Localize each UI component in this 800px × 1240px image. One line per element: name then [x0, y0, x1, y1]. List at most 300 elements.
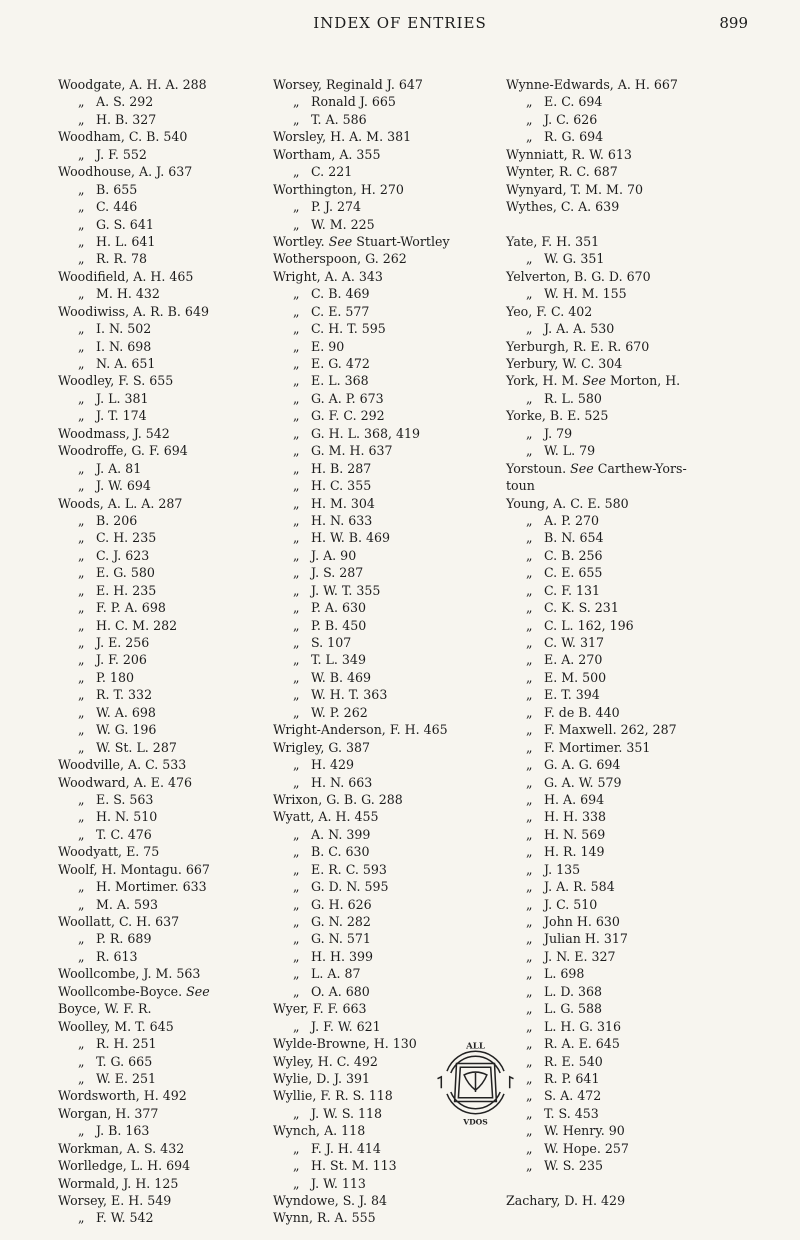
- index-entry: [273, 128, 508, 145]
- index-subentry: [273, 930, 508, 947]
- index-subentry: [273, 285, 508, 302]
- entry-text: H. C. M. 282: [96, 617, 178, 633]
- index-subentry: [506, 1018, 751, 1035]
- entry-text: C. W. 317: [544, 635, 604, 650]
- ditto-mark: „: [526, 617, 533, 633]
- index-subentry: [273, 1157, 508, 1174]
- index-subentry: [58, 1070, 258, 1087]
- ditto-mark: „: [293, 826, 300, 842]
- index-entry: [506, 303, 751, 320]
- index-entry: [273, 250, 508, 267]
- ditto-mark: „: [293, 286, 300, 302]
- index-subentry: [58, 529, 258, 546]
- index-subentry: [58, 338, 258, 355]
- entry-text: E. S. 563: [96, 791, 154, 807]
- entry-text: J. A. 81: [96, 460, 142, 476]
- index-entry: [506, 76, 751, 93]
- entry-text: C. H. T. 595: [311, 321, 386, 337]
- ditto-mark: „: [526, 704, 533, 720]
- entry-text: H. B. 327: [96, 111, 157, 127]
- ditto-mark: „: [526, 1053, 533, 1069]
- index-subentry: [58, 582, 258, 599]
- ditto-mark: „: [526, 1158, 533, 1174]
- entry-text: R. 613: [96, 948, 138, 964]
- entry-text: E. 90: [311, 338, 345, 354]
- index-subentry: [273, 529, 508, 546]
- index-entry: [273, 146, 508, 163]
- index-entry: [58, 1157, 258, 1174]
- index-subentry: [273, 582, 508, 599]
- index-subentry: [273, 861, 508, 878]
- ditto-mark: „: [526, 635, 533, 650]
- entry-text: Wright, A. A. 343: [273, 268, 383, 284]
- entry-text: Zachary, D. H. 429: [506, 1193, 626, 1208]
- entry-text: B. N. 654: [544, 530, 604, 546]
- ditto-mark: „: [78, 321, 85, 337]
- index-entry: [58, 495, 258, 512]
- entry-text: L. 698: [544, 966, 585, 982]
- entry-text: E. C. 694: [544, 94, 603, 110]
- ditto-mark: „: [78, 600, 85, 616]
- entry-text: C. B. 256: [544, 547, 603, 563]
- index-subentry: [58, 285, 258, 302]
- entry-text: A. S. 292: [96, 94, 154, 110]
- entry-text: J. W. 694: [96, 478, 151, 494]
- entry-text: G. F. C. 292: [311, 408, 385, 424]
- ditto-mark: „: [78, 233, 85, 249]
- ditto-mark: „: [526, 1140, 533, 1156]
- index-entry: [506, 181, 751, 198]
- ditto-mark: „: [78, 286, 85, 302]
- entry-text: J. B. 163: [96, 1123, 150, 1139]
- index-subentry: [58, 390, 258, 407]
- ditto-mark: „: [78, 356, 85, 371]
- entry-text: H. B. 287: [311, 460, 372, 476]
- index-subentry: [506, 425, 751, 442]
- entry-text: P. A. 630: [311, 600, 367, 616]
- index-subentry: [273, 1140, 508, 1157]
- entry-text: M. A. 593: [96, 896, 159, 912]
- ditto-mark: „: [526, 739, 533, 755]
- ditto-mark: „: [526, 722, 533, 738]
- entry-text: Worsley, H. A. M. 381: [273, 129, 412, 145]
- ditto-mark: „: [78, 146, 85, 162]
- entry-text: J. T. 174: [96, 408, 147, 424]
- ditto-mark: „: [78, 512, 85, 528]
- index-subentry: [506, 442, 751, 459]
- index-entry: [58, 843, 258, 860]
- index-subentry: [506, 948, 751, 965]
- entry-text: Woods, A. L. A. 287: [58, 495, 183, 511]
- index-subentry: [273, 634, 508, 651]
- entry-text: I. N. 698: [96, 338, 152, 354]
- ditto-mark: „: [78, 669, 85, 685]
- index-subentry: [506, 390, 751, 407]
- index-subentry: [58, 146, 258, 163]
- index-subentry: [58, 250, 258, 267]
- index-subentry: [273, 599, 508, 616]
- ditto-mark: „: [293, 512, 300, 528]
- ditto-mark: „: [293, 390, 300, 406]
- index-subentry: [58, 512, 258, 529]
- index-subentry: [506, 512, 751, 529]
- entry-text: P. J. 274: [311, 199, 362, 215]
- entry-text: W. St. L. 287: [96, 739, 177, 755]
- ditto-mark: „: [526, 791, 533, 807]
- index-subentry: [58, 739, 258, 756]
- index-subentry: [58, 1122, 258, 1139]
- entry-text: Woollatt, C. H. 637: [58, 914, 180, 929]
- index-subentry: [506, 651, 751, 668]
- entry-text: E. M. 500: [544, 669, 607, 685]
- index-entry: [506, 163, 751, 180]
- ditto-mark: „: [526, 757, 533, 773]
- ditto-mark: „: [78, 791, 85, 807]
- index-entry: [58, 965, 258, 982]
- entry-text: J. F. 552: [96, 146, 147, 162]
- ditto-mark: „: [293, 757, 300, 773]
- index-subentry: [506, 774, 751, 791]
- ditto-mark: „: [293, 948, 300, 964]
- entry-text: Wrixon, G. B. G. 288: [273, 791, 403, 807]
- ditto-mark: „: [526, 896, 533, 912]
- ditto-mark: „: [78, 390, 85, 406]
- entry-text: Wynter, R. C. 687: [506, 164, 618, 180]
- entry-text: Yerburgh, R. E. R. 670: [506, 338, 650, 354]
- index-subentry: [506, 721, 751, 738]
- entry-text: Woodhouse, A. J. 637: [58, 164, 193, 180]
- entry-text: C. B. 469: [311, 286, 370, 302]
- entry-text: S. 107: [311, 635, 352, 650]
- ditto-mark: „: [78, 704, 85, 720]
- ditto-mark: „: [78, 1036, 85, 1052]
- entry-text: Woolley, M. T. 645: [58, 1018, 174, 1034]
- ditto-mark: „: [78, 617, 85, 633]
- index-entry: [506, 198, 751, 215]
- entry-text: J. L. 381: [96, 390, 149, 406]
- index-entry: [506, 146, 751, 163]
- index-subentry: [506, 1053, 751, 1070]
- entry-text: L. A. 87: [311, 966, 361, 982]
- index-subentry: [273, 512, 508, 529]
- ditto-mark: „: [293, 216, 300, 232]
- index-subentry: [273, 896, 508, 913]
- ditto-mark: „: [293, 425, 300, 441]
- index-subentry: [506, 861, 751, 878]
- ditto-mark: „: [293, 687, 300, 703]
- index-subentry: [506, 1035, 751, 1052]
- see-target: Stuart-Wortley: [356, 233, 450, 249]
- entry-text: Woollcombe-Boyce.: [58, 983, 183, 999]
- entry-text: W. S. 235: [544, 1158, 603, 1174]
- index-subentry: [273, 320, 508, 337]
- index-subentry: [58, 181, 258, 198]
- ditto-mark: „: [526, 1001, 533, 1017]
- entry-text: Wyley, H. C. 492: [273, 1053, 378, 1069]
- index-subentry: [506, 843, 751, 860]
- index-subentry: [506, 826, 751, 843]
- index-subentry: [273, 617, 508, 634]
- index-entry: [58, 913, 258, 930]
- entry-text: R. E. 540: [544, 1053, 603, 1069]
- ditto-mark: „: [78, 582, 85, 598]
- index-subentry: [58, 686, 258, 703]
- entry-text: Workman, A. S. 432: [58, 1140, 185, 1156]
- entry-text: H. R. 149: [544, 844, 605, 860]
- ditto-mark: „: [293, 896, 300, 912]
- entry-text: Wortham, A. 355: [273, 146, 381, 162]
- ditto-mark: „: [526, 948, 533, 964]
- entry-text: toun: [506, 478, 535, 494]
- entry-text: M. H. 432: [96, 286, 160, 302]
- entry-text: R. G. 694: [544, 129, 604, 145]
- index-subentry: [58, 791, 258, 808]
- entry-text: E. T. 394: [544, 687, 600, 703]
- ditto-mark: „: [78, 652, 85, 668]
- entry-text: Woodyatt, E. 75: [58, 844, 160, 860]
- entry-text: H. N. 663: [311, 774, 373, 790]
- entry-text: Wordsworth, H. 492: [58, 1088, 187, 1104]
- entry-text: J. W. 113: [311, 1175, 366, 1191]
- entry-text: W. G. 351: [544, 251, 605, 267]
- ditto-mark: „: [78, 739, 85, 755]
- ditto-mark: „: [293, 1175, 300, 1191]
- ditto-mark: „: [293, 879, 300, 895]
- ditto-mark: „: [293, 983, 300, 999]
- ditto-mark: „: [293, 530, 300, 546]
- entry-text: Wyndowe, S. J. 84: [273, 1193, 388, 1208]
- ditto-mark: „: [78, 809, 85, 825]
- entry-text: C. 221: [311, 164, 353, 180]
- ditto-mark: „: [293, 321, 300, 337]
- index-subentry: [58, 1053, 258, 1070]
- entry-text: H. N. 510: [96, 809, 158, 825]
- entry-text: G. N. 571: [311, 931, 371, 947]
- ditto-mark: „: [526, 879, 533, 895]
- index-entry: [58, 163, 258, 180]
- ditto-mark: „: [526, 809, 533, 825]
- ditto-mark: „: [78, 216, 85, 232]
- ditto-mark: „: [526, 914, 533, 929]
- entry-text: C. E. 577: [311, 303, 370, 319]
- index-entry: [506, 495, 751, 512]
- entry-text: R. R. 78: [96, 251, 148, 267]
- index-subentry: [58, 355, 258, 372]
- ditto-mark: „: [526, 826, 533, 842]
- entry-text: T. A. 586: [311, 111, 367, 127]
- index-entry: [58, 983, 258, 1000]
- ditto-mark: „: [78, 879, 85, 895]
- index-subentry: [58, 233, 258, 250]
- entry-text: J. C. 510: [544, 896, 598, 912]
- index-subentry: [58, 320, 258, 337]
- ditto-mark: „: [526, 1088, 533, 1104]
- entry-text: Wynne-Edwards, A. H. 667: [506, 77, 678, 92]
- section-spacer: [506, 216, 751, 233]
- entry-text: Woolf, H. Montagu. 667: [58, 861, 210, 877]
- index-subentry: [506, 547, 751, 564]
- ditto-mark: „: [78, 565, 85, 581]
- entry-text: Yorke, B. E. 525: [506, 408, 609, 424]
- ditto-mark: „: [78, 948, 85, 964]
- index-entry: [506, 268, 751, 285]
- index-subentry: [273, 948, 508, 965]
- entry-text: Worsey, E. H. 549: [58, 1193, 172, 1208]
- entry-text: Yeo, F. C. 402: [506, 303, 593, 319]
- entry-text: Woodiwiss, A. R. B. 649: [58, 303, 209, 319]
- entry-text: T. L. 349: [311, 652, 366, 668]
- entry-text: C. F. 131: [544, 582, 601, 598]
- ditto-mark: „: [293, 1018, 300, 1034]
- ditto-mark: „: [526, 1105, 533, 1121]
- entry-text: Woodward, A. E. 476: [58, 774, 193, 790]
- ditto-mark: „: [293, 565, 300, 581]
- entry-text: I. N. 502: [96, 321, 152, 337]
- entry-text: Wynn, R. A. 555: [273, 1210, 376, 1226]
- entry-text: Wylde-Browne, H. 130: [273, 1036, 417, 1052]
- index-subentry: [506, 285, 751, 302]
- entry-text: W. H. T. 363: [311, 687, 388, 703]
- index-entry: [506, 233, 751, 250]
- entry-text: O. A. 680: [311, 983, 370, 999]
- see-target: Morton, H.: [609, 373, 681, 389]
- entry-text: W. Henry. 90: [544, 1123, 625, 1139]
- entry-text: H. N. 569: [544, 826, 606, 842]
- ditto-mark: „: [78, 722, 85, 738]
- index-entry: [506, 1192, 751, 1209]
- index-subentry: [58, 878, 258, 895]
- ditto-mark: „: [293, 94, 300, 110]
- index-entry: [58, 1140, 258, 1157]
- entry-text: F. Maxwell. 262, 287: [544, 722, 677, 738]
- index-subentry: [273, 111, 508, 128]
- index-entry: [273, 268, 508, 285]
- index-subentry: [273, 774, 508, 791]
- index-entry: [273, 233, 508, 250]
- ditto-mark: „: [526, 582, 533, 598]
- index-subentry: [506, 808, 751, 825]
- entry-text: Boyce, W. F. R.: [58, 1001, 152, 1017]
- ditto-mark: „: [526, 844, 533, 860]
- index-subentry: [273, 495, 508, 512]
- ditto-mark: „: [526, 425, 533, 441]
- entry-text: H. H. 399: [311, 948, 374, 964]
- entry-text: W. Hope. 257: [544, 1140, 629, 1156]
- index-subentry: [273, 442, 508, 459]
- index-entry: [58, 372, 258, 389]
- index-subentry: [506, 1000, 751, 1017]
- index-subentry: [273, 843, 508, 860]
- ditto-mark: „: [293, 931, 300, 947]
- index-subentry: [58, 111, 258, 128]
- ditto-mark: „: [293, 774, 300, 790]
- index-entry: [58, 1192, 258, 1209]
- ditto-mark: „: [293, 582, 300, 598]
- entry-text: Wormald, J. H. 125: [58, 1175, 179, 1191]
- entry-text: A. N. 399: [311, 826, 371, 842]
- index-entry: [58, 268, 258, 285]
- entry-text: F. W. 542: [96, 1210, 154, 1226]
- index-subentry: [506, 1122, 751, 1139]
- entry-text: C. E. 655: [544, 565, 603, 581]
- entry-text: W. P. 262: [311, 704, 368, 720]
- entry-text: E. G. 580: [96, 565, 155, 581]
- entry-text: R. H. 251: [96, 1036, 157, 1052]
- entry-text: Wyllie, F. R. S. 118: [273, 1088, 393, 1104]
- index-subentry: [273, 1018, 508, 1035]
- index-subentry: [58, 721, 258, 738]
- entry-text: Yorstoun.: [506, 460, 567, 476]
- entry-text: J. N. E. 327: [544, 948, 616, 964]
- ditto-mark: „: [526, 687, 533, 703]
- entry-text: R. P. 641: [544, 1070, 600, 1086]
- index-subentry: [273, 878, 508, 895]
- entry-text: W. B. 469: [311, 669, 372, 685]
- page-title: INDEX OF ENTRIES: [313, 14, 487, 32]
- see-reference: See: [582, 373, 606, 389]
- ditto-mark: „: [526, 111, 533, 127]
- index-entry: [58, 1175, 258, 1192]
- index-subentry: [273, 669, 508, 686]
- index-subentry: [506, 320, 751, 337]
- entry-text: H. Mortimer. 633: [96, 879, 207, 895]
- entry-text: Wynch, A. 118: [273, 1123, 366, 1139]
- entry-text: G. S. 641: [96, 216, 154, 232]
- index-subentry: [273, 93, 508, 110]
- index-entry: [58, 442, 258, 459]
- entry-text: Worgan, H. 377: [58, 1105, 159, 1121]
- index-subentry: [273, 407, 508, 424]
- entry-text: C. L. 162, 196: [544, 617, 634, 633]
- entry-text: L. G. 588: [544, 1001, 603, 1017]
- ditto-mark: „: [526, 600, 533, 616]
- see-target: Carthew-Yors-: [597, 460, 687, 476]
- ditto-mark: „: [526, 530, 533, 546]
- index-entry: [273, 181, 508, 198]
- entry-text: Wotherspoon, G. 262: [273, 251, 407, 267]
- index-subentry: [506, 111, 751, 128]
- ditto-mark: „: [526, 861, 533, 877]
- entry-text: H. C. 355: [311, 478, 372, 494]
- entry-text: J. A. R. 584: [544, 879, 615, 895]
- entry-text: H. M. 304: [311, 495, 375, 511]
- entry-text: E. A. 270: [544, 652, 603, 668]
- ditto-mark: „: [526, 669, 533, 685]
- see-reference: See: [186, 983, 210, 999]
- index-subentry: [273, 564, 508, 581]
- entry-text: Woodville, A. C. 533: [58, 757, 187, 773]
- index-subentry: [506, 739, 751, 756]
- ditto-mark: „: [78, 687, 85, 703]
- index-subentry: [58, 669, 258, 686]
- index-subentry: [58, 948, 258, 965]
- index-subentry: [273, 372, 508, 389]
- entry-text: Yate, F. H. 351: [506, 233, 600, 249]
- index-entry: [58, 128, 258, 145]
- ditto-mark: „: [78, 530, 85, 546]
- entry-text: Wright-Anderson, F. H. 465: [273, 722, 448, 738]
- entry-text: W. M. 225: [311, 216, 375, 232]
- ditto-mark: „: [78, 460, 85, 476]
- entry-text: G. H. L. 368, 419: [311, 425, 421, 441]
- entry-text: C. J. 623: [96, 547, 150, 563]
- entry-text: John H. 630: [544, 914, 620, 929]
- index-subentry: [58, 198, 258, 215]
- entry-text: Wrigley, G. 387: [273, 739, 371, 755]
- index-subentry: [58, 826, 258, 843]
- entry-text: J. W. T. 355: [311, 582, 381, 598]
- index-subentry: [506, 1157, 751, 1174]
